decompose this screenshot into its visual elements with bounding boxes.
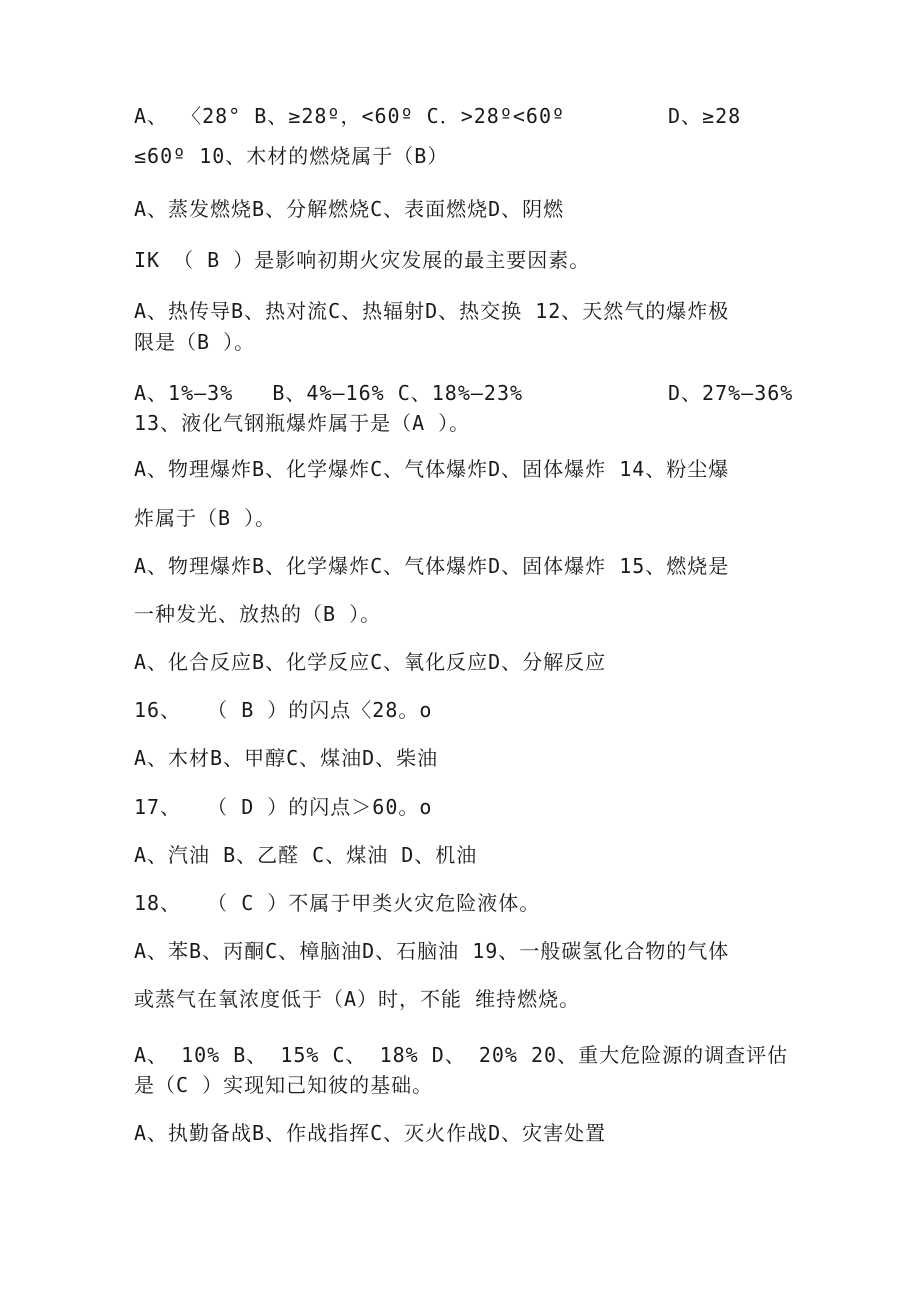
q13-options-q14: A、物理爆炸B、化学爆炸C、气体爆炸D、固体爆炸 14、粉尘爆 — [134, 457, 730, 481]
q16-options: A、木材B、甲醇C、煤油D、柴油 — [134, 746, 439, 770]
q15-line: 一种发光、放热的（B ）。 — [134, 602, 382, 626]
q15-options: A、化合反应B、化学反应C、氧化反应D、分解反应 — [134, 650, 607, 674]
q18-options-q19: A、苯B、丙酮C、樟脑油D、石脑油 19、一般碳氢化合物的气体 — [134, 939, 730, 963]
q17-line: 17、 （ D ）的闪点＞60。o — [134, 795, 433, 819]
q12-options: A、1%—3% B、4%—16% C、18%—23% — [134, 381, 524, 405]
q13-line: 13、液化气钢瓶爆炸属于是（A ）。 — [134, 411, 471, 435]
q10-line: ≤60º 10、木材的燃烧属于（B） — [134, 144, 449, 168]
q19-options-q20: A、 10% B、 15% C、 18% D、 20% 20、重大危险源的调查评估 — [134, 1043, 789, 1067]
q20-options: A、执勤备战B、作战指挥C、灭火作战D、灾害处置 — [134, 1121, 607, 1145]
q14-options-q15: A、物理爆炸B、化学爆炸C、气体爆炸D、固体爆炸 15、燃烧是 — [134, 554, 730, 578]
q11-line: IK （ B ）是影响初期火灾发展的最主要因素。 — [134, 248, 591, 272]
q9-option-d: D、≥28 — [668, 104, 742, 128]
q9-options: A、 〈28° B、≥28º，<60º C．>28º<60º — [134, 104, 566, 128]
q12-option-d: D、27%—36% — [668, 381, 794, 405]
q19-line: 或蒸气在氧浓度低于（A）时，不能 维持燃烧。 — [134, 987, 581, 1011]
q17-options: A、汽油 B、乙醛 C、煤油 D、机油 — [134, 843, 478, 867]
q12-line: 限是（B ）。 — [134, 330, 256, 354]
q16-line: 16、 （ B ）的闪点〈28。o — [134, 698, 433, 722]
q10-options: A、蒸发燃烧B、分解燃烧C、表面燃烧D、阴燃 — [134, 197, 565, 221]
q20-line: 是（C ）实现知己知彼的基础。 — [134, 1073, 434, 1097]
q18-line: 18、 （ C ）不属于甲类火灾危险液体。 — [134, 891, 541, 915]
q14-line: 炸属于（B ）。 — [134, 506, 277, 530]
q11-options-q12: A、热传导B、热对流C、热辐射D、热交换 12、天然气的爆炸极 — [134, 299, 730, 323]
